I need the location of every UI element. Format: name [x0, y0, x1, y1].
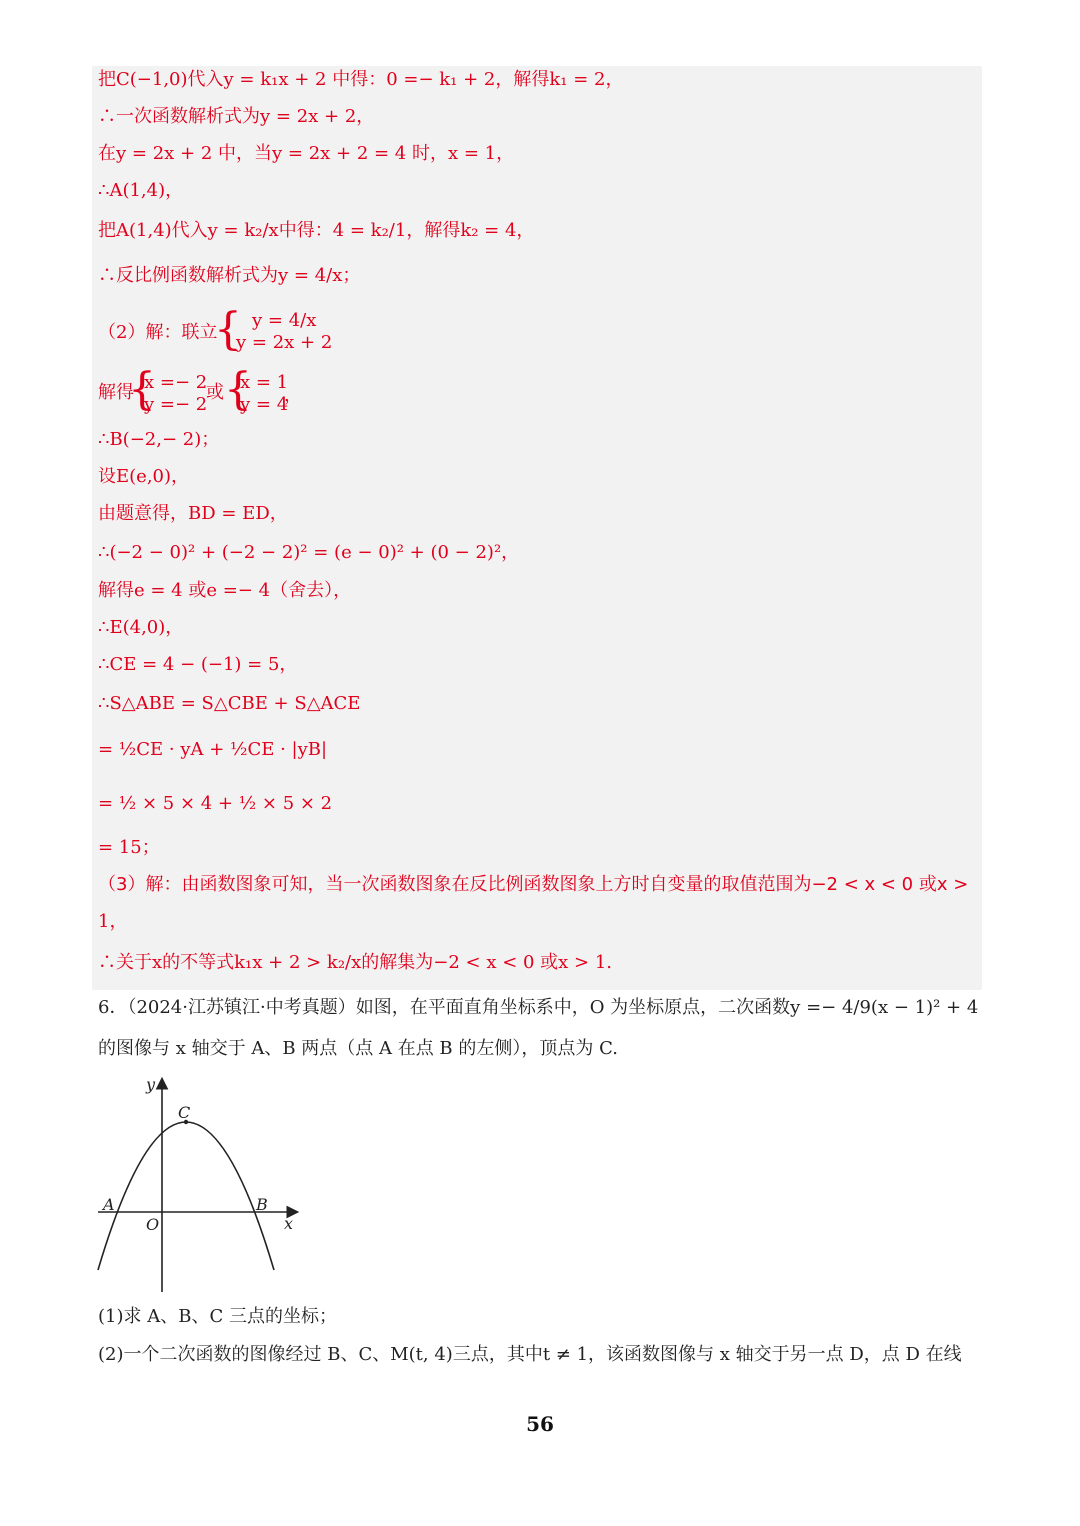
- left-brace: {: [128, 364, 156, 415]
- solution-set-b: [240, 372, 288, 416]
- system-equations: [236, 310, 332, 354]
- problem-line-2: 的图像与 x 轴交于 A、B 两点（点 A 在点 B 的左侧），顶点为 C.: [98, 1038, 618, 1059]
- left-brace: {: [224, 364, 252, 415]
- parabola-curve: [98, 1122, 274, 1270]
- solution-line-18: = ½ × 5 × 4 + ½ × 5 × 2: [98, 793, 333, 814]
- solution-line-9: ∴B(−2,− 2)；: [98, 429, 220, 450]
- solution-line-4: ∴A(1,4)，: [98, 180, 184, 201]
- point-b-label: B: [256, 1195, 268, 1214]
- solution-box: [92, 66, 982, 990]
- solution-line-3: 在y = 2x + 2 中，当y = 2x + 2 = 4 时，x = 1，: [98, 143, 515, 164]
- parabola-figure: [90, 1070, 310, 1295]
- solution-line-15: ∴CE = 4 − (−1) = 5，: [98, 654, 298, 675]
- solution-a-y: y =− 2: [144, 394, 208, 415]
- solution-b-y: y = 4: [240, 394, 289, 415]
- solution-line-2: ∴一次函数解析式为y = 2x + 2，: [98, 106, 375, 127]
- solution-b-tail: ，: [284, 385, 302, 406]
- solution-line-20: （3）解：由函数图象可知，当一次函数图象在反比例函数图象上方时自变量的取值范围为−2 < x < 0 或x >: [98, 874, 969, 895]
- question-2: (2)一个二次函数的图像经过 B、C、M(t, 4)三点，其中t ≠ 1，该函数图像与 x 轴交于另一点 D，点 D 在线: [98, 1344, 962, 1365]
- solution-line-8: 解得: [98, 382, 134, 403]
- solution-line-19: = 15；: [98, 837, 160, 858]
- solution-line-5: 把A(1,4)代入y = k₂/x中得：4 = k₂/1，解得k₂ = 4，: [98, 220, 535, 241]
- solution-line-17: = ½CE · yA + ½CE · |yB|: [98, 739, 328, 760]
- solution-line-1: 把C(−1,0)代入y = k₁x + 2 中得：0 =− k₁ + 2，解得k₁ = 2，: [98, 69, 624, 90]
- problem-line-1: 6．（2024·江苏镇江·中考真题）如图，在平面直角坐标系中，O 为坐标原点，二次函数y =− 4/9(x − 1)² + 4: [98, 997, 979, 1018]
- or-word: 或: [206, 382, 224, 403]
- page-number: 56: [526, 1412, 554, 1436]
- origin-label: O: [146, 1215, 160, 1234]
- solution-line-22: ∴关于x的不等式k₁x + 2 > k₂/x的解集为−2 < x < 0 或x > 1.: [98, 952, 613, 973]
- solution-line-6: ∴反比例函数解析式为y = 4/x；: [98, 265, 361, 286]
- solution-line-13: 解得e = 4 或e =− 4（舍去），: [98, 580, 352, 601]
- system-eq-2: y = 2x + 2: [236, 332, 333, 353]
- solution-line-21: 1，: [98, 911, 128, 932]
- system-eq-1: y = 4/x: [252, 310, 317, 331]
- point-c-label: C: [178, 1103, 191, 1122]
- x-axis-label: x: [284, 1214, 294, 1233]
- point-a-label: A: [103, 1195, 115, 1214]
- solution-line-11: 由题意得，BD = ED，: [98, 503, 288, 524]
- solution-line-14: ∴E(4,0)，: [98, 617, 184, 638]
- y-axis-label: y: [146, 1075, 156, 1094]
- solution-line-12: ∴(−2 − 0)² + (−2 − 2)² = (e − 0)² + (0 − 2)²，: [98, 542, 520, 563]
- solution-line-16: ∴S△ABE = S△CBE + S△ACE: [98, 693, 361, 714]
- solution-line-7: （2）解：联立: [98, 322, 218, 343]
- solution-set-a: [144, 372, 207, 416]
- solution-a-x: x =− 2: [144, 372, 208, 393]
- question-1: (1)求 A、B、C 三点的坐标；: [98, 1306, 337, 1327]
- solution-line-10: 设E(e,0)，: [98, 466, 190, 487]
- left-brace: {: [214, 304, 242, 355]
- solution-b-x: x = 1: [240, 372, 289, 393]
